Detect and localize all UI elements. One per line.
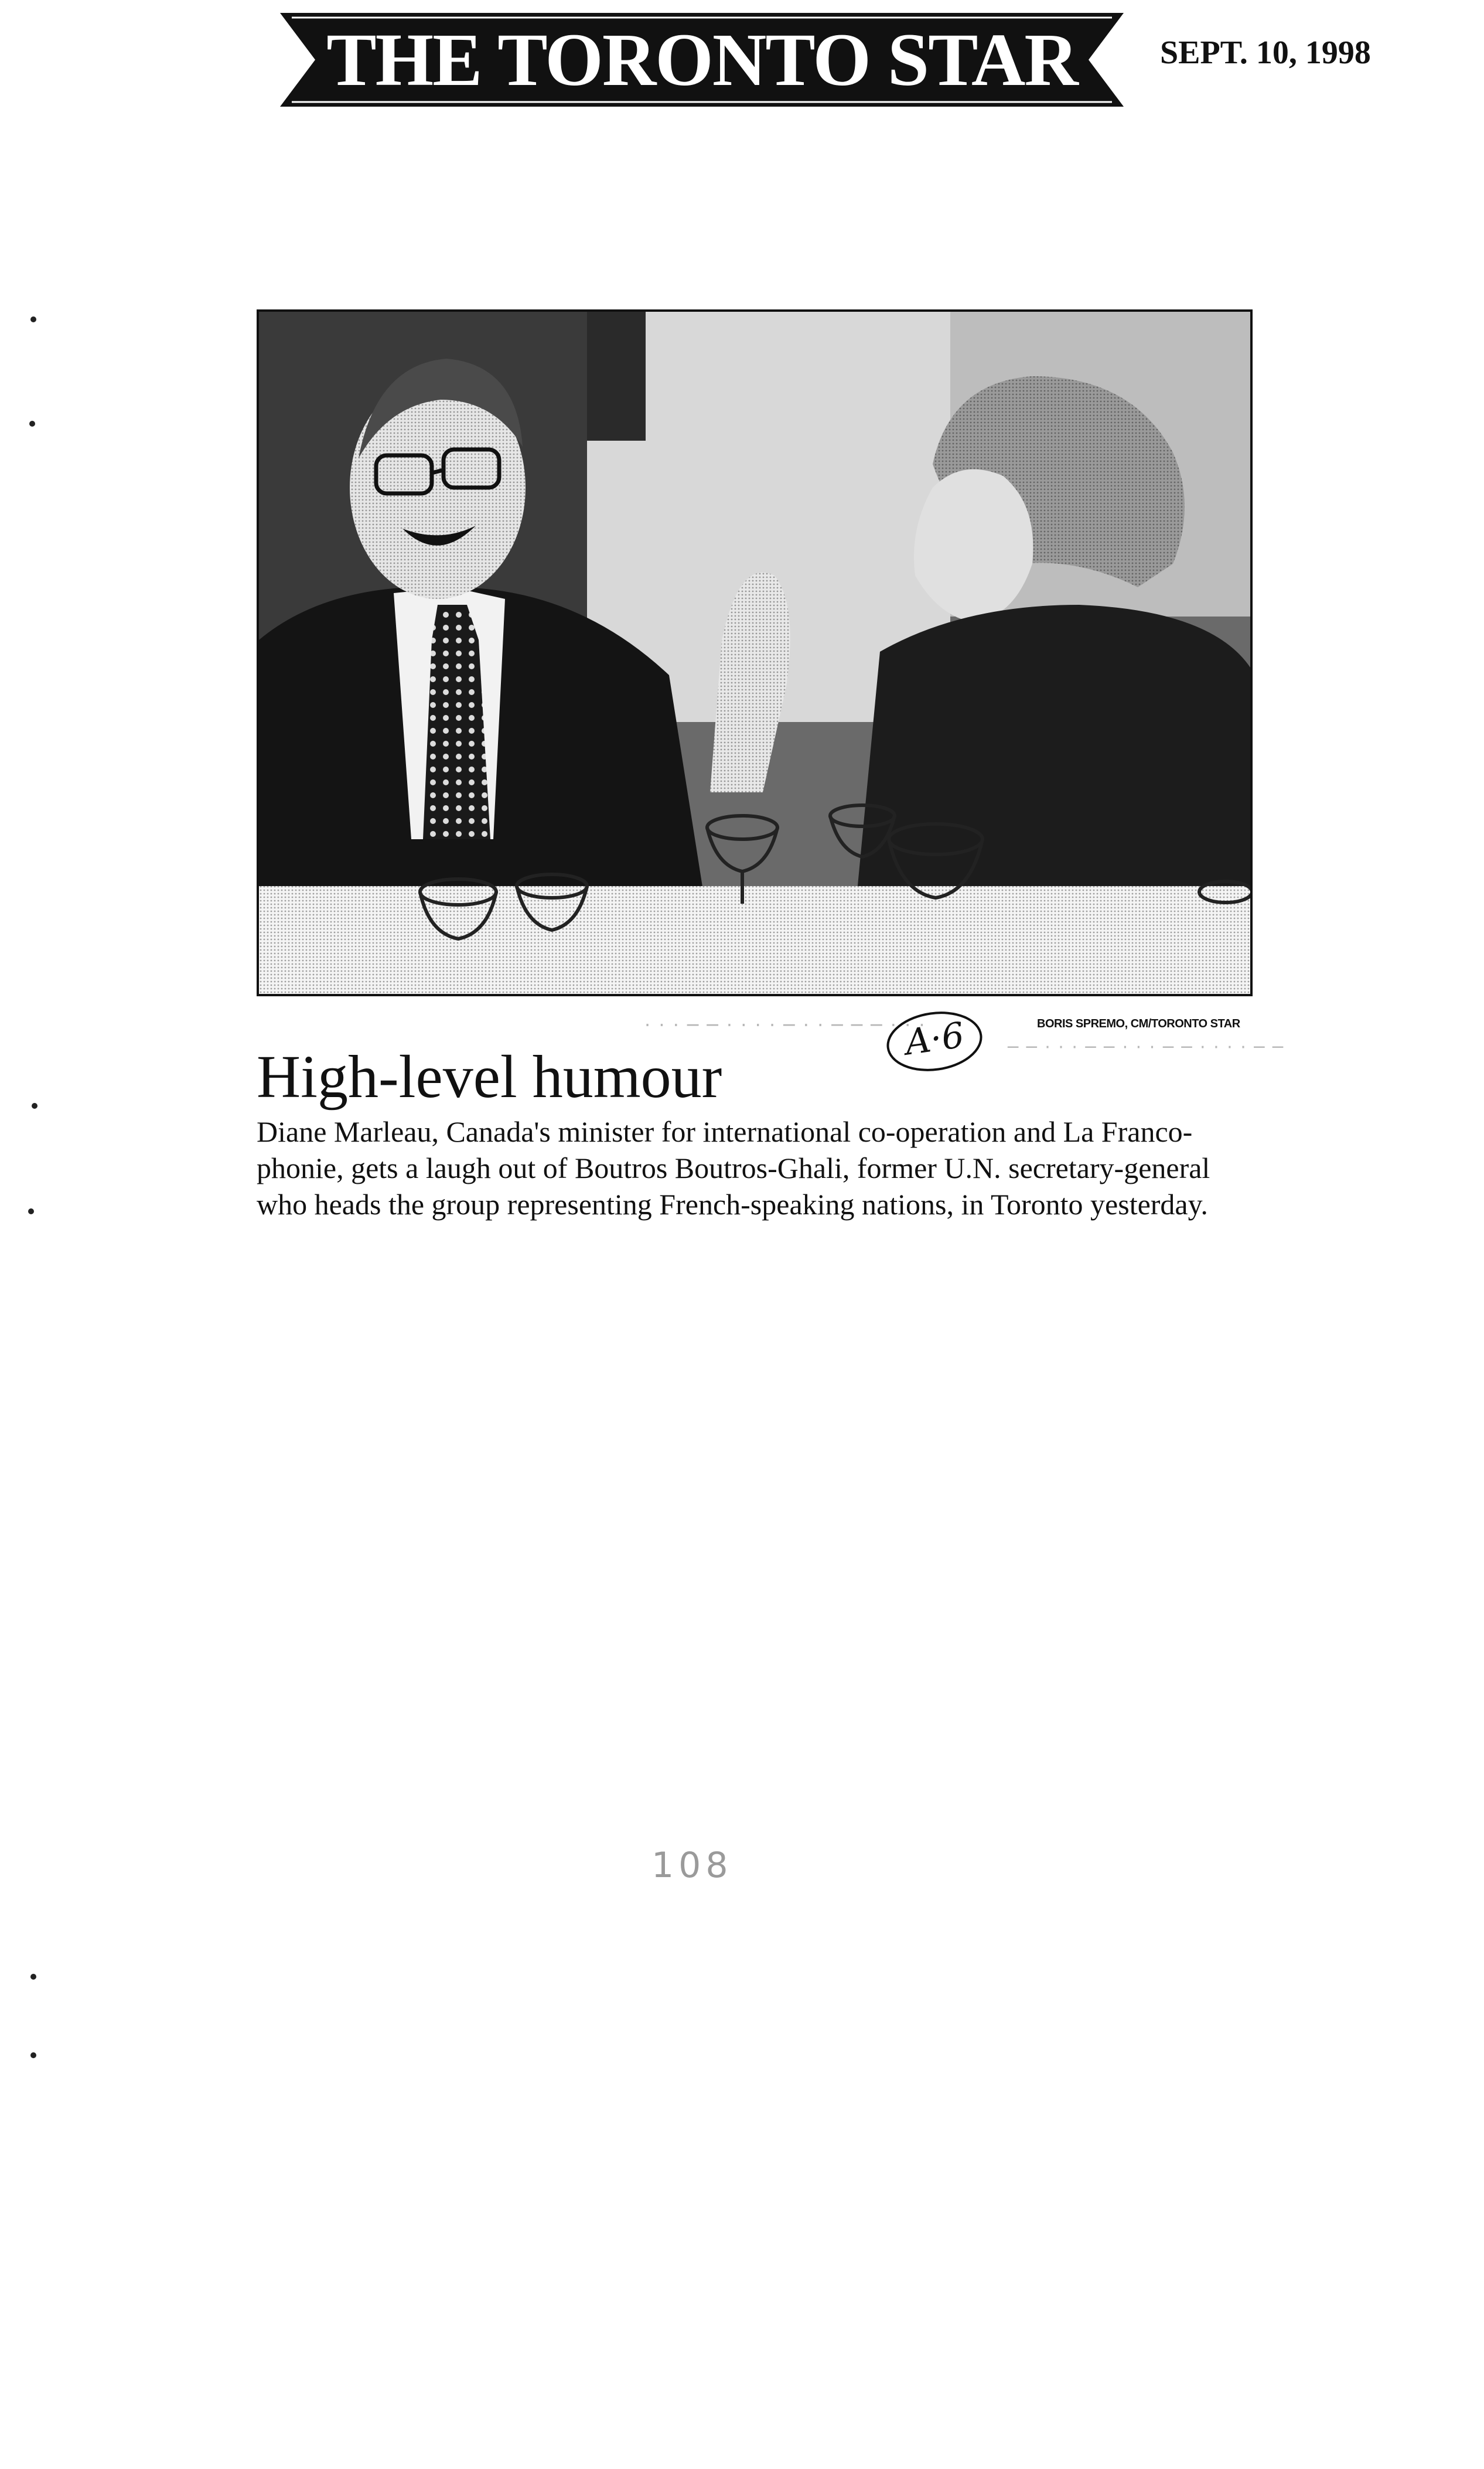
bleed-through-text: ─ ─ · · · ─ ─ · · · ─ ─ · · · · ─ ─: [1008, 1037, 1284, 1058]
scan-mark: [32, 1103, 37, 1109]
bleed-through-text: · · · ─ ─ · · · · ─ · · ─ ─ ─ · · ·: [644, 1014, 926, 1036]
caption-line: phonie, gets a laugh out of Boutros Boutros-Ghali, former U.N. secretary-general: [257, 1152, 1210, 1184]
scan-mark: [28, 1208, 34, 1214]
news-photo: [257, 309, 1253, 996]
archive-stamp-number: 108: [651, 1845, 733, 1886]
scan-mark: [29, 421, 35, 427]
edition-date: SEPT. 10, 1998: [1160, 35, 1371, 71]
masthead-title: THE TORONTO STAR: [326, 18, 1077, 101]
photo-illustration: [259, 312, 1253, 996]
scan-mark: [30, 316, 36, 322]
photo-credit: BORIS SPREMO, CM/TORONTO STAR: [1037, 1017, 1240, 1030]
page-mark-label: A·6: [902, 1014, 967, 1064]
headline: High-level humour: [257, 1043, 722, 1111]
caption-line: who heads the group representing French-speaking nations, in Toronto yesterday.: [257, 1188, 1208, 1221]
scan-mark: [30, 2052, 36, 2058]
caption-line: Diane Marleau, Canada's minister for international co-operation and La Franco-: [257, 1115, 1193, 1148]
masthead: [280, 13, 1124, 107]
caption: [257, 1113, 1264, 1222]
scan-mark: [30, 1974, 36, 1980]
